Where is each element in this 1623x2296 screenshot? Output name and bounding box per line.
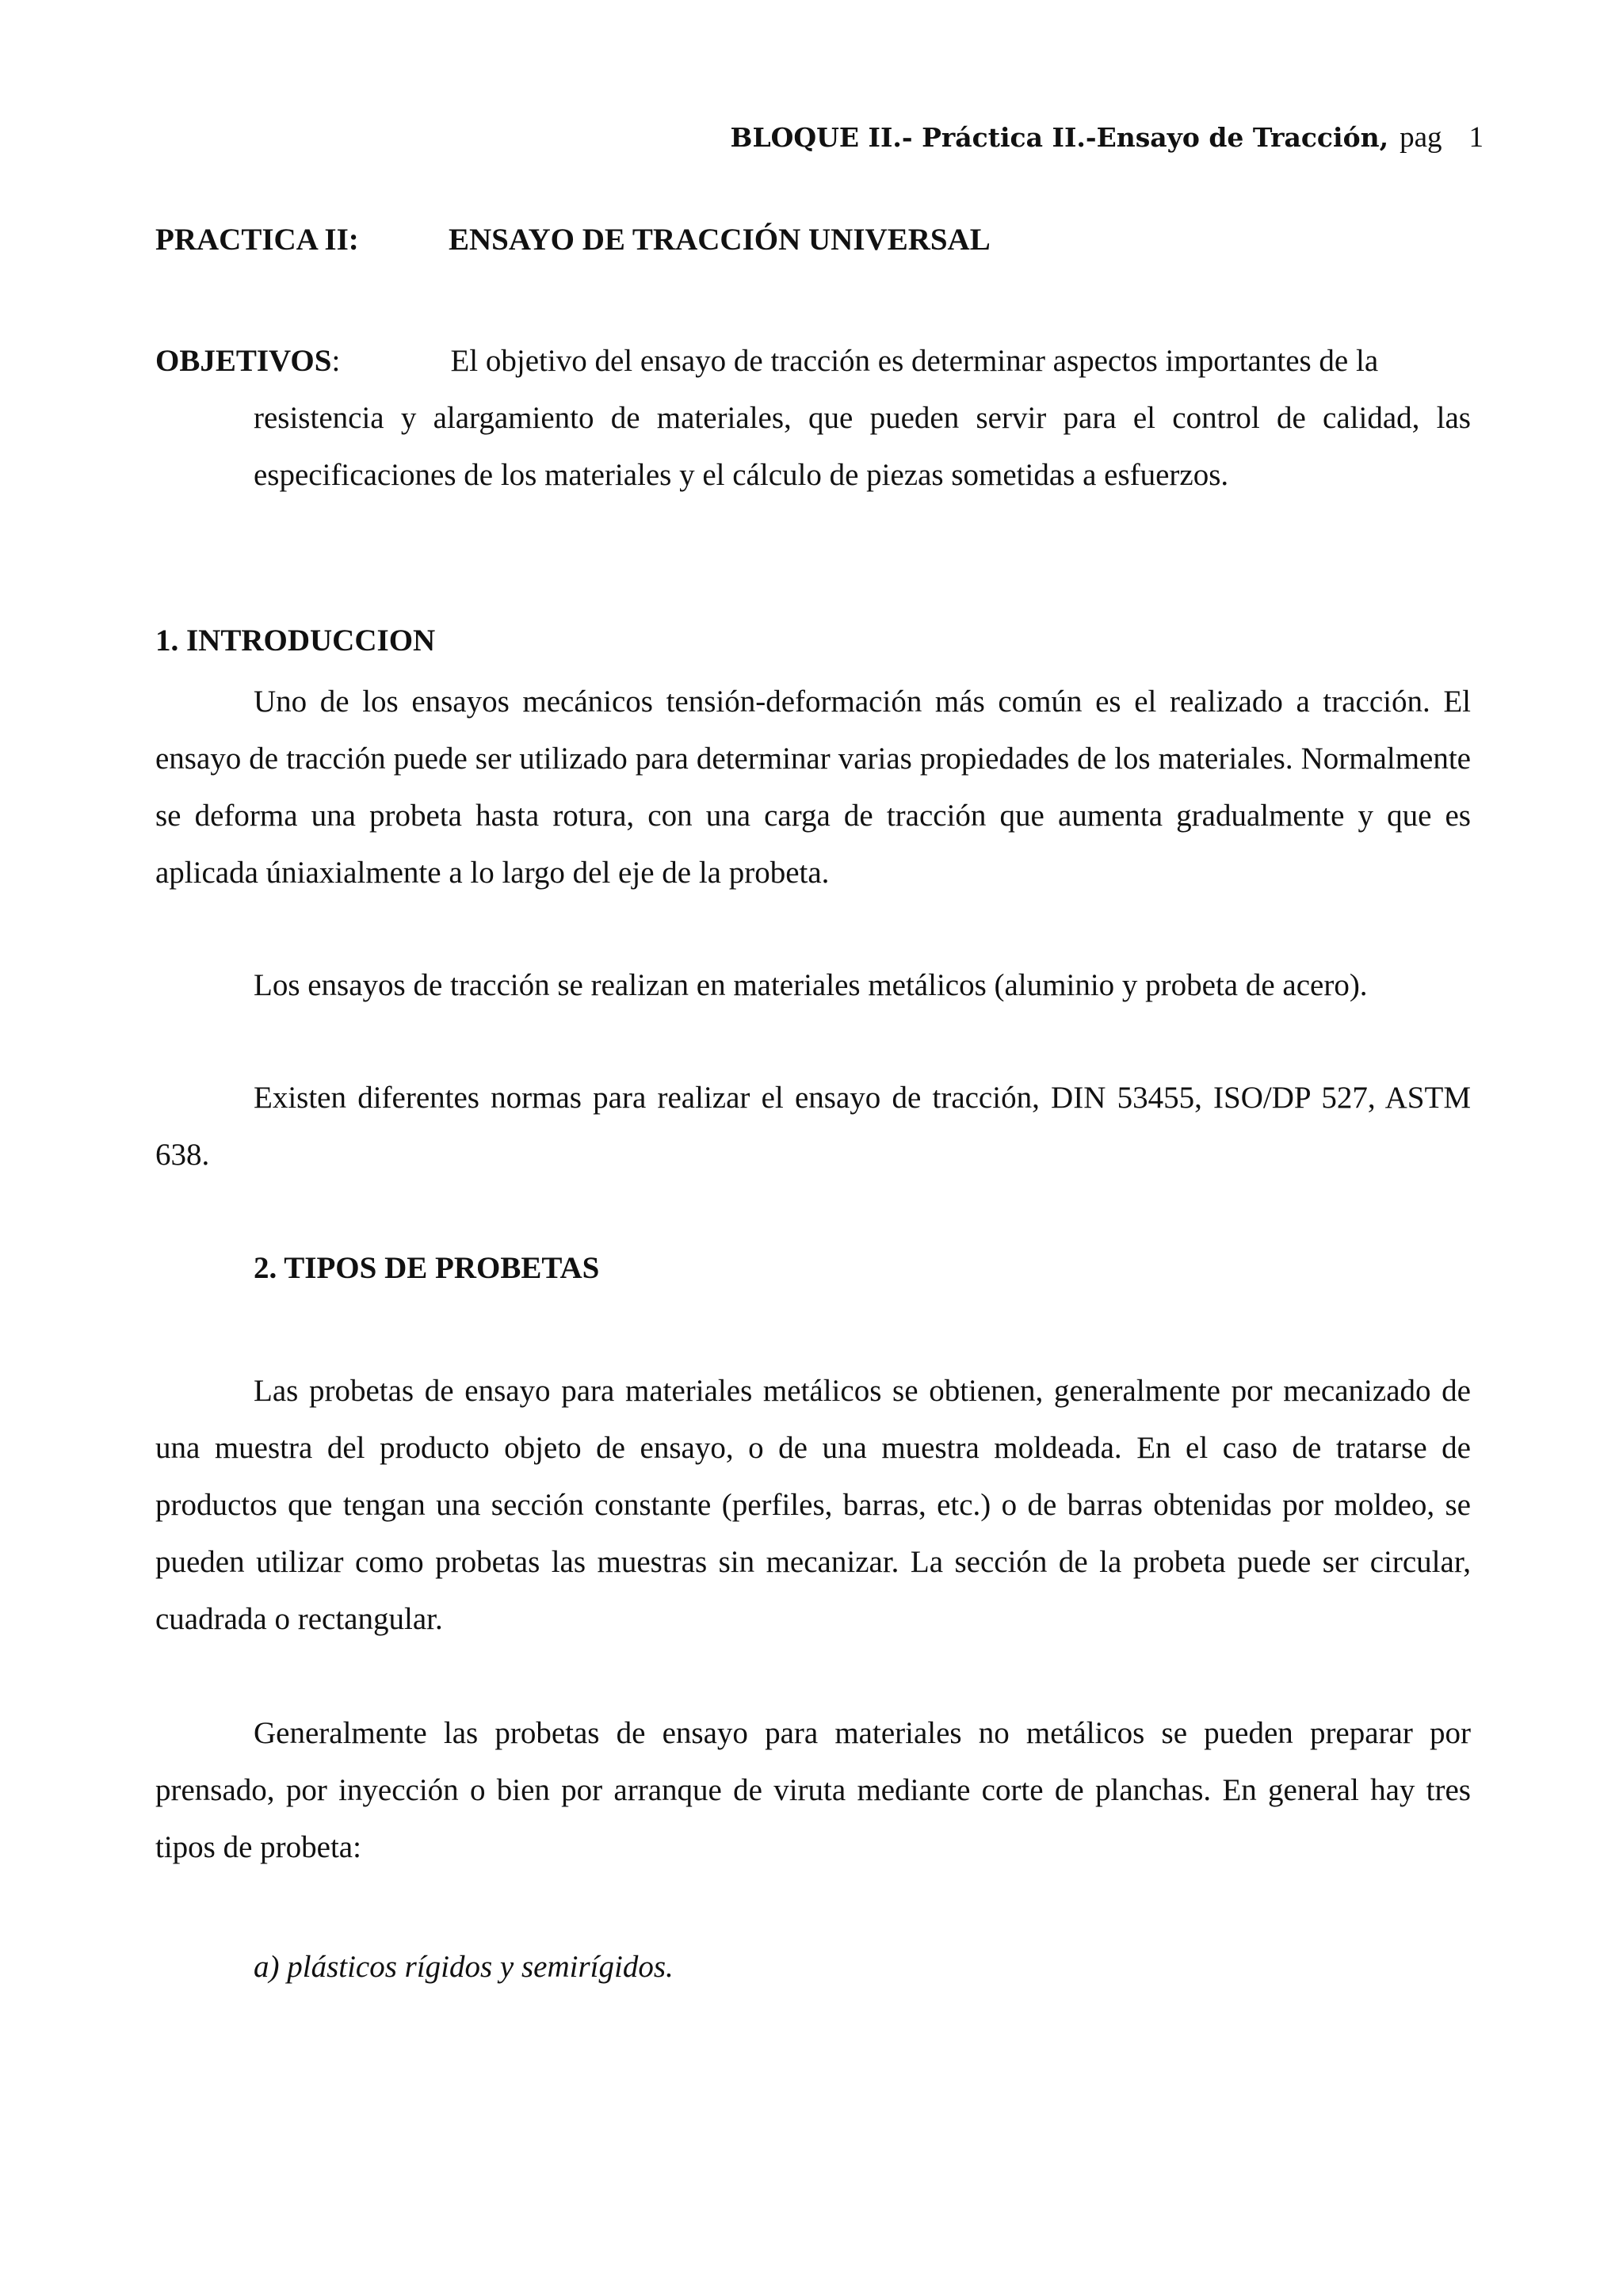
objetivos-colon: : bbox=[331, 344, 341, 378]
page-header bbox=[731, 120, 1484, 154]
section-1-paragraph-2: Los ensayos de tracción se realizan en materiales metálicos (aluminio y probeta de acero). bbox=[254, 968, 1368, 1002]
section-1-paragraph-3: Existen diferentes normas para realizar el ensayo de tracción, DIN 53455, ISO/DP 527, ASTM 638. bbox=[155, 1081, 1471, 1172]
section-2-paragraph-2: Generalmente las probetas de ensayo para materiales no metálicos se pueden preparar por prensado, por inyección o bien por arranque de viruta mediante corte de planchas. En general hay tres tipos de probeta: bbox=[155, 1716, 1471, 1864]
practice-label: PRACTICA II: bbox=[155, 223, 359, 257]
objetivos-text-continuation: resistencia y alargamiento de materiales, que pueden servir para el control de calidad, las especificaciones de los materiales y el cálculo de piezas sometidas a esfuerzos. bbox=[254, 401, 1471, 492]
objetivos-text-first: El objetivo del ensayo de tracción es determinar aspectos importantes de la bbox=[450, 344, 1379, 378]
header-page-number: 1 bbox=[1468, 121, 1484, 154]
practice-title: ENSAYO DE TRACCIÓN UNIVERSAL bbox=[449, 223, 991, 257]
section-1-title: 1. INTRODUCCION bbox=[155, 624, 436, 658]
objetivos-first-line bbox=[155, 333, 1471, 390]
section-1-paragraph-1: Uno de los ensayos mecánicos tensión-deformación más común es el realizado a tracción. El ensayo de tracción puede ser utilizado para determinar varias propiedades de los materiales. Normalmente se deforma una probeta hasta rotura, con una carga de tracción que aumenta gradualmente y que es aplicada úniaxialmente a lo largo del eje de la probeta. bbox=[155, 685, 1471, 890]
header-title: BLOQUE II.- Práctica II.-Ensayo de Tracción, bbox=[730, 122, 1389, 153]
header-pag-label: pag bbox=[1400, 121, 1442, 154]
document-title bbox=[155, 222, 991, 257]
probeta-type-a: a) plásticos rígidos y semirígidos. bbox=[254, 1950, 674, 1984]
objetivos-label: OBJETIVOS bbox=[155, 344, 332, 378]
section-2-paragraph-1: Las probetas de ensayo para materiales metálicos se obtienen, generalmente por mecanizado de una muestra del producto objeto de ensayo, o de una muestra moldeada. En el caso de tratarse de productos que tengan una sección constante (perfiles, barras, etc.) o de barras obtenidas por moldeo, se pueden utilizar como probetas las muestras sin mecanizar. La sección de la probeta puede ser circular, cuadrada o rectangular. bbox=[155, 1374, 1471, 1636]
section-2-title: 2. TIPOS DE PROBETAS bbox=[254, 1251, 600, 1285]
